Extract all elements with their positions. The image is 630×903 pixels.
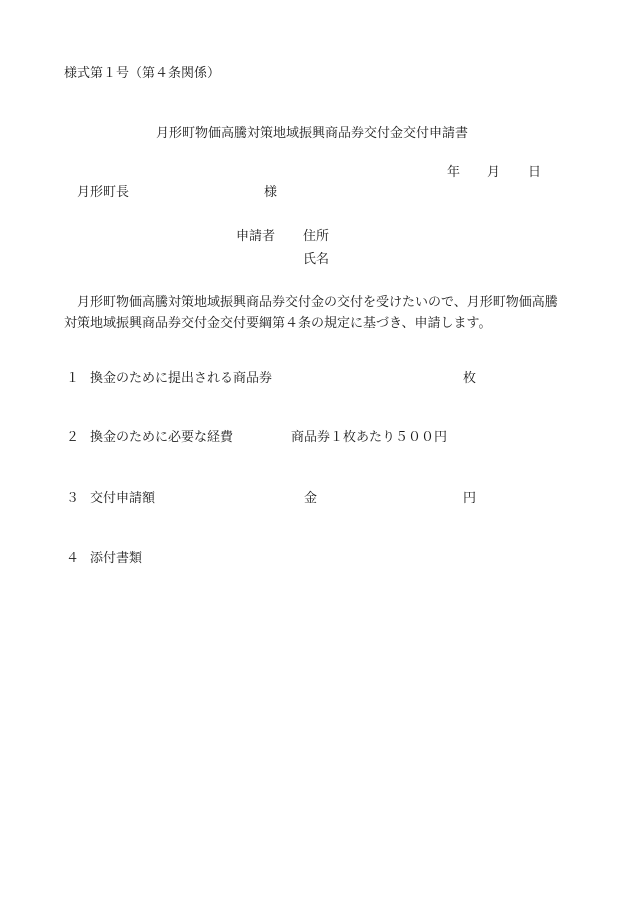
applicant-name-label: 氏名 bbox=[303, 252, 330, 267]
body-paragraph bbox=[64, 292, 584, 334]
date-day-label: 日 bbox=[528, 165, 542, 180]
item-label: 交付申請額 bbox=[90, 491, 156, 506]
form-number: 様式第１号（第４条関係） bbox=[64, 66, 221, 81]
body-line-2: 対策地域振興商品券交付金交付要綱第４条の規定に基づき、申請します。 bbox=[64, 316, 492, 331]
document-title: 月形町物価高騰対策地域振興商品券交付金交付申請書 bbox=[156, 126, 469, 141]
addressee-name: 月形町長 bbox=[77, 185, 130, 200]
item-number: ３ bbox=[66, 491, 80, 506]
item-number: １ bbox=[66, 371, 80, 386]
item-number: ２ bbox=[66, 430, 80, 445]
applicant-address-label: 住所 bbox=[303, 229, 330, 244]
addressee-honorific: 様 bbox=[264, 185, 278, 200]
body-line-1: 月形町物価高騰対策地域振興商品券交付金の交付を受けたいので、月形町物価高騰 bbox=[77, 295, 558, 310]
item-label: 換金のために必要な経費 bbox=[90, 430, 234, 445]
item-label: 添付書類 bbox=[90, 551, 143, 566]
item-value: 商品券１枚あたり５００円 bbox=[291, 430, 448, 445]
date-month-label: 月 bbox=[487, 165, 501, 180]
item-unit: 円 bbox=[463, 491, 477, 506]
applicant-label: 申請者 bbox=[236, 229, 276, 244]
item-number: ４ bbox=[66, 551, 80, 566]
item-unit: 枚 bbox=[463, 371, 477, 386]
date-year-label: 年 bbox=[447, 165, 461, 180]
item-value: 金 bbox=[304, 491, 318, 506]
item-label: 換金のために提出される商品券 bbox=[90, 371, 273, 386]
